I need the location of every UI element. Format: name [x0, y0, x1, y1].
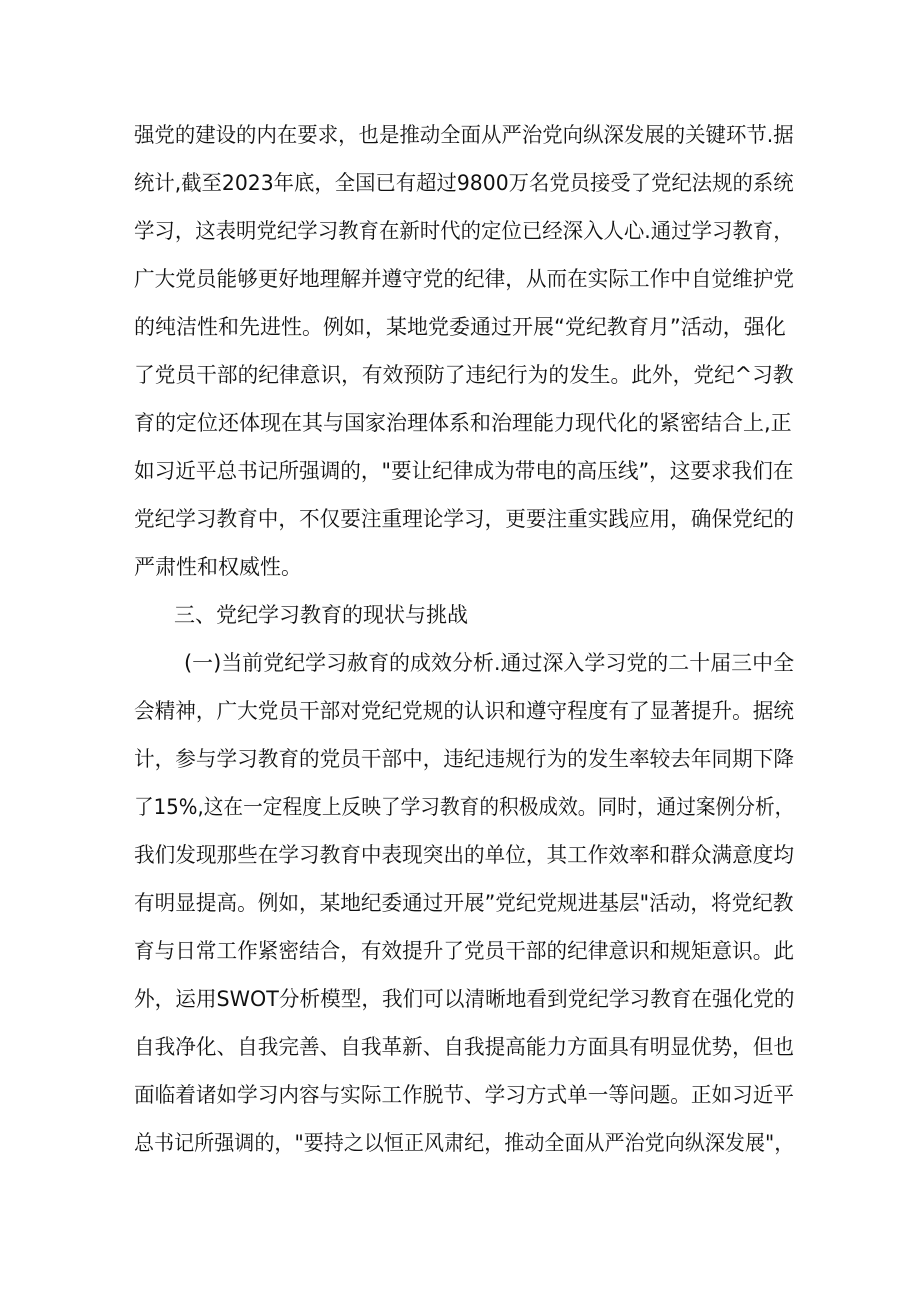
paragraph-line: 我们发现那些在学习教育中表现突出的单位，其工作效率和群众满意度均 — [134, 843, 794, 867]
paragraph-line: 了党员干部的纪律意识，有效预防了违纪行为的发生。此外，党纪^习教 — [134, 363, 794, 387]
paragraph-line: 外，运用SWOT分析模型，我们可以清晰地看到党纪学习教育在强化党的 — [134, 987, 795, 1011]
paragraph-line: 如习近平总书记所强调的，"要让纪律成为带电的高压线”，这要求我们在 — [134, 459, 794, 483]
paragraph-line: 强党的建设的内在要求，也是推动全面从严治党向纵深发展的关键环节.据 — [134, 123, 794, 147]
paragraph-line: 的纯洁性和先进性。例如，某地党委通过开展“党纪教育月”活动，强化 — [134, 315, 786, 339]
paragraph-line: 自我净化、自我完善、自我革新、自我提高能力方面具有明显优势，但也 — [134, 1035, 794, 1059]
paragraph-line: 会精神，广大党员干部对党纪党规的认识和遵守程度有了显著提升。据统 — [134, 699, 794, 723]
paragraph-line: 总书记所强调的，"要持之以恒正风肃纪，推动全面从严治党向纵深发展"， — [134, 1131, 795, 1155]
paragraph-line: 计，参与学习教育的党员干部中，违纪违规行为的发生率较去年同期下降 — [134, 747, 794, 771]
paragraph-line: 党纪学习教育中，不仅要注重理论学习，更要注重实践应用，确保党纪的 — [134, 507, 794, 531]
paragraph-line: 面临着诸如学习内容与实际工作脱节、学习方式单一等问题。正如习近平 — [134, 1083, 794, 1107]
paragraph-line: 了15%,这在一定程度上反映了学习教育的积极成效。同时，通过案例分析， — [134, 795, 795, 819]
paragraph-line: (一)当前党纪学习赦育的成效分析.通过深入学习党的二十届三中全 — [184, 651, 795, 675]
paragraph-line: 广大党员能够更好地理解并遵守党的纪律，从而在实际工作中自觉维护党 — [134, 267, 794, 291]
paragraph-line: 严肃性和权威性。 — [134, 555, 302, 579]
section-heading: 三、党纪学习教育的现状与挑战 — [174, 603, 468, 627]
paragraph-line: 学习，这表明党纪学习教育在新时代的定位已经深入人心.通过学习教育， — [134, 219, 794, 243]
paragraph-line: 统计,截至2023年底，全国已有超过9800万名党员接受了党纪法规的系统 — [134, 171, 794, 195]
paragraph-line: 有明显提高。例如，某地纪委通过开展”党纪党规进基层"活动，将党纪教 — [134, 891, 794, 915]
paragraph-line: 育与日常工作紧密结合，有效提升了党员干部的纪律意识和规矩意识。此 — [134, 939, 794, 963]
paragraph-line: 育的定位还体现在其与国家治理体系和治理能力现代化的紧密结合上,正 — [134, 411, 792, 435]
